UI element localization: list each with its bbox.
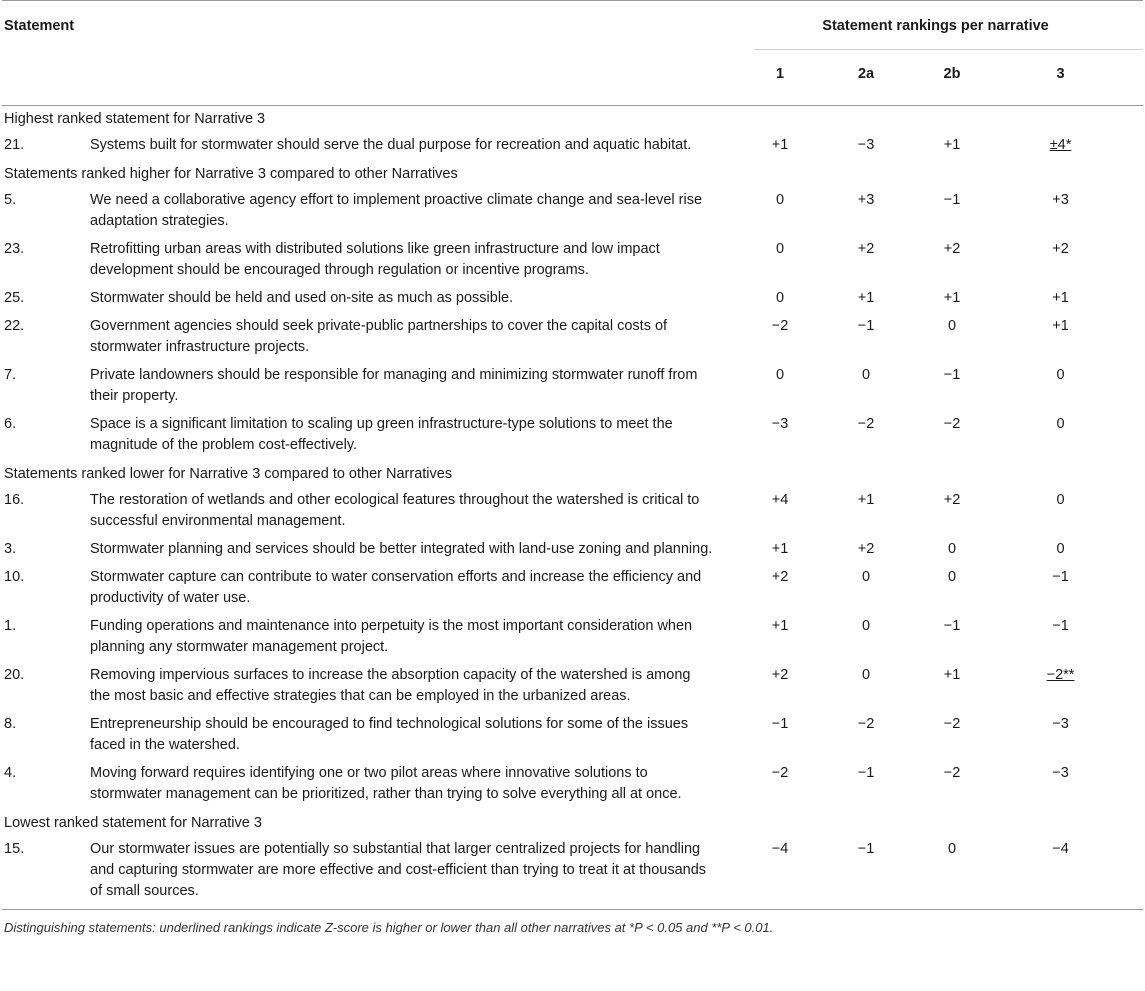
statement-text: Private landowners should be responsible for managing and minimizing stormwater runoff from their property. [90, 367, 698, 404]
ranking-narrative-3: +2 [1052, 241, 1069, 257]
ranking-narrative-3: +3 [1052, 192, 1069, 208]
section-title: Statements ranked higher for Narrative 3 compared to other Narratives [4, 166, 458, 182]
ranking-narrative-2b: −1 [943, 192, 961, 208]
ranking-narrative-2b: 0 [947, 318, 957, 334]
statement-number: 1. [4, 618, 17, 634]
ranking-narrative-3: 0 [1056, 367, 1065, 383]
table-footnote: Distinguishing statements: underlined rankings indicate Z-score is higher or lower than all other narratives at *P < 0.05 and **P < 0.01. [4, 920, 774, 935]
ranking-narrative-2b: +1 [943, 667, 961, 683]
ranking-narrative-2b: 0 [947, 541, 957, 557]
ranking-narrative-2b: +2 [943, 241, 961, 257]
table-row [2, 188, 1143, 237]
ranking-narrative-2b: −1 [943, 367, 961, 383]
table-row [2, 565, 1143, 614]
statement-number: 5. [4, 192, 17, 208]
table-row [2, 663, 1143, 712]
empty-header-cell [2, 50, 754, 106]
narrative-1-header: 1 [775, 66, 785, 82]
statement-text: Systems built for stormwater should serve the dual purpose for recreation and aquatic habitat. [90, 137, 692, 153]
ranking-narrative-3: 0 [1056, 492, 1065, 508]
ranking-narrative-2b: −2 [943, 765, 961, 781]
ranking-narrative-1: +2 [771, 569, 789, 585]
statement-number: 20. [4, 667, 25, 683]
ranking-narrative-3: 0 [1056, 541, 1065, 557]
ranking-narrative-2b: 0 [947, 569, 957, 585]
ranking-narrative-1: +1 [771, 618, 789, 634]
statement-number: 23. [4, 241, 25, 257]
table-row [2, 614, 1143, 663]
ranking-narrative-3: −1 [1052, 618, 1069, 634]
statement-number: 8. [4, 716, 17, 732]
statement-text: Stormwater should be held and used on-site as much as possible. [90, 290, 514, 306]
rankings-header: Statement rankings per narrative [754, 1, 1143, 50]
section-title: Lowest ranked statement for Narrative 3 [4, 815, 262, 831]
section-row [2, 106, 1143, 134]
ranking-narrative-2b: −1 [943, 618, 961, 634]
statement-text: The restoration of wetlands and other ecological features throughout the watershed is critical to successful environmental management. [90, 492, 700, 529]
ranking-narrative-2a: 0 [861, 667, 871, 683]
ranking-narrative-2b: +1 [943, 290, 961, 306]
statement-number: 4. [4, 765, 17, 781]
ranking-narrative-2a: +1 [857, 492, 875, 508]
statement-number: 22. [4, 318, 25, 334]
table-row [2, 314, 1143, 363]
table-row [2, 712, 1143, 761]
statement-number: 15. [2, 837, 90, 910]
table-body [2, 106, 1143, 910]
ranking-narrative-2a: +2 [857, 241, 875, 257]
statement-text: Space is a significant limitation to scaling up green infrastructure-type solutions to meet the magnitude of the problem cost-effectively. [90, 416, 673, 453]
ranking-narrative-3: −3 [1052, 765, 1069, 781]
table-row [2, 237, 1143, 286]
ranking-narrative-1: −4 [754, 837, 806, 910]
statement-text: Retrofitting urban areas with distributed solutions like green infrastructure and low impact development should be encouraged through regulation or incentive programs. [90, 241, 660, 278]
ranking-narrative-2a: +1 [857, 290, 875, 306]
ranking-narrative-2b: −2 [943, 416, 961, 432]
narrative-2a-header: 2a [857, 66, 875, 82]
table-row [2, 412, 1143, 461]
ranking-narrative-1: +1 [771, 137, 789, 153]
statement-text: We need a collaborative agency effort to implement proactive climate change and sea-level rise adaptation strategies. [90, 192, 703, 229]
ranking-narrative-3-cell [978, 133, 1143, 161]
ranking-narrative-3: +1 [1052, 290, 1069, 306]
statement-text: Removing impervious surfaces to increase the absorption capacity of the watershed is among the most basic and effective strategies that can be employed in the urbanized areas. [90, 667, 691, 704]
ranking-narrative-2a: 0 [861, 569, 871, 585]
statement-number: 6. [4, 416, 17, 432]
ranking-narrative-3: −3 [1052, 716, 1069, 732]
statement-number: 7. [4, 367, 17, 383]
ranking-narrative-2a: 0 [861, 618, 871, 634]
table-row [2, 761, 1143, 810]
section-title: Highest ranked statement for Narrative 3 [4, 111, 266, 127]
statement-rankings-table-container [2, 0, 1143, 935]
ranking-narrative-2b: 0 [926, 837, 978, 910]
ranking-narrative-1: 0 [775, 192, 785, 208]
header-row-2 [2, 50, 1143, 106]
ranking-narrative-3: −4 [978, 837, 1143, 910]
ranking-narrative-1: −2 [771, 318, 789, 334]
statement-text: Government agencies should seek private-public partnerships to cover the capital costs of stormwater infrastructure projects. [90, 318, 668, 355]
table-row [2, 488, 1143, 537]
narrative-3-header: 3 [1056, 66, 1065, 82]
table-row [2, 837, 1143, 910]
ranking-narrative-1: +4 [771, 492, 789, 508]
ranking-narrative-2b: +1 [943, 137, 961, 153]
statement-text: Entrepreneurship should be encouraged to find technological solutions for some of the issues faced in the watershed. [90, 716, 689, 753]
ranking-narrative-3: 0 [1056, 416, 1065, 432]
ranking-narrative-2a: +2 [857, 541, 875, 557]
ranking-narrative-3: −1 [1052, 569, 1069, 585]
ranking-narrative-1: +1 [771, 541, 789, 557]
statement-number: 16. [4, 492, 25, 508]
statement-number: 21. [4, 137, 25, 153]
ranking-narrative-2a: −2 [857, 416, 875, 432]
ranking-narrative-2a: −3 [857, 137, 875, 153]
ranking-narrative-2a: −1 [806, 837, 926, 910]
ranking-narrative-2a: −2 [857, 716, 875, 732]
ranking-narrative-1: 0 [775, 290, 785, 306]
section-row [2, 461, 1143, 488]
statement-text: Funding operations and maintenance into perpetuity is the most important consideration when planning any stormwater management project. [90, 618, 693, 655]
ranking-narrative-2a: −1 [857, 765, 875, 781]
statement-text: Stormwater capture can contribute to water conservation efforts and increase the efficiency and productivity of water use. [90, 569, 702, 606]
narrative-2b-header: 2b [943, 66, 961, 82]
ranking-narrative-3: −2** [1046, 667, 1075, 683]
ranking-narrative-2b: +2 [943, 492, 961, 508]
ranking-narrative-3: ±4* [1049, 137, 1072, 153]
table-row [2, 133, 1143, 161]
ranking-narrative-1: 0 [775, 241, 785, 257]
ranking-narrative-3: +1 [1052, 318, 1069, 334]
ranking-narrative-1: +2 [771, 667, 789, 683]
section-row [2, 810, 1143, 837]
ranking-narrative-3-cell [978, 663, 1143, 712]
statement-text: Moving forward requires identifying one or two pilot areas where innovative solutions to stormwater management can be prioritized, rather than trying to solve everything all at once. [90, 765, 682, 802]
statement-number: 10. [4, 569, 25, 585]
section-row [2, 161, 1143, 188]
ranking-narrative-2a: 0 [861, 367, 871, 383]
ranking-narrative-2a: +3 [857, 192, 875, 208]
ranking-narrative-1: −1 [771, 716, 789, 732]
statement-text: Stormwater planning and services should be better integrated with land-use zoning and planning. [90, 541, 713, 557]
ranking-narrative-2b: −2 [943, 716, 961, 732]
table-row [2, 363, 1143, 412]
section-title: Statements ranked lower for Narrative 3 compared to other Narratives [4, 466, 453, 482]
ranking-narrative-1: −3 [771, 416, 789, 432]
header-row-1 [2, 1, 1143, 50]
ranking-narrative-1: −2 [771, 765, 789, 781]
table-row [2, 286, 1143, 314]
ranking-narrative-2a: −1 [857, 318, 875, 334]
statement-header: Statement [2, 1, 754, 50]
ranking-narrative-1: 0 [775, 367, 785, 383]
statement-text: Our stormwater issues are potentially so substantial that larger centralized projects for handling and capturing stormwater are more effective and cost-efficient than trying to treat it at thousands of small sources. [90, 837, 754, 910]
statement-number: 25. [4, 290, 25, 306]
statement-number: 3. [4, 541, 17, 557]
statement-rankings-table [2, 0, 1143, 910]
table-row [2, 537, 1143, 565]
